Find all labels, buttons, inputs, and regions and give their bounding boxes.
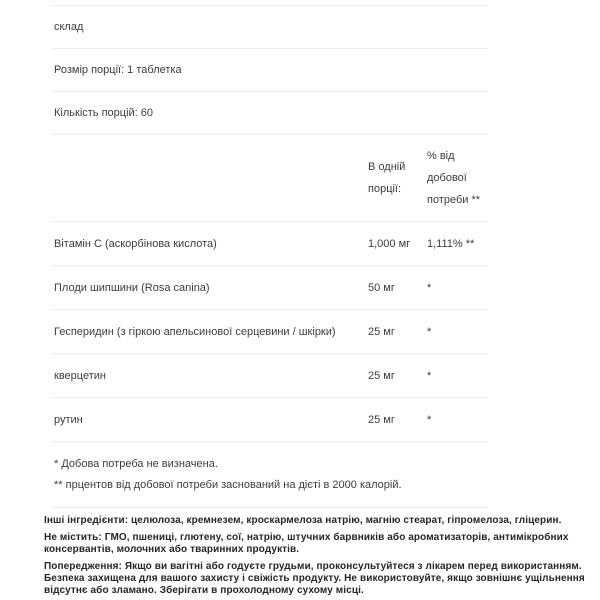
serving-size-text: Розмір порції: 1 таблетка <box>54 64 182 76</box>
ingredient-row <box>52 398 488 442</box>
free-of-text: Не містить: ГМО, пшениці, глютену, сої, натрію, штучних барвників або ароматизаторів, антимікробних консервантів, молочних або тваринних продуктів. <box>44 532 569 555</box>
footnote-percent-basis: ** прцентов від добової потреби заснований на дієті в 2000 калорій. <box>54 479 402 491</box>
additional-info-section <box>44 515 589 597</box>
ingredient-row <box>52 354 488 398</box>
ingredient-dv: * <box>427 369 432 382</box>
ingredient-name: Плоди шипшини (Rosa canina) <box>54 281 210 294</box>
footnotes-section <box>52 442 488 508</box>
header-amount-cell: В одній порції: <box>368 161 406 195</box>
header-dv-cell: % від добової потреби ** <box>427 150 481 206</box>
ingredient-amount: 25 мг <box>368 413 395 426</box>
footnote-daily-value-undefined: * Добова потреба не визначена. <box>54 458 218 470</box>
ingredient-dv: * <box>427 413 432 426</box>
ingredient-dv: 1,111% ** <box>427 237 475 250</box>
ingredient-amount: 25 мг <box>368 325 395 338</box>
ingredient-name: Гесперидин (з гіркою апельсинової серцевини / шкірки) <box>54 325 336 338</box>
servings-count-text: Кількість порцій: 60 <box>54 107 154 119</box>
servings-count-row <box>52 92 488 135</box>
ingredient-name: Вітамін C (аскорбінова кислота) <box>54 237 217 250</box>
ingredient-amount: 25 мг <box>368 369 395 382</box>
section-title-row <box>52 6 488 49</box>
other-ingredients-text: Інші інгредієнти: целюлоза, кремнезем, кроскармелоза натрію, магнію стеарат, гіпромелоза, гліцерин. <box>44 515 562 526</box>
ingredient-name: рутин <box>54 413 83 426</box>
supplement-facts-table <box>52 5 488 508</box>
warnings-text: Попередження: Якщо ви вагітні або годуєте грудьми, проконсультуйтеся з лікарем перед використанням. Безпека захищена для вашого захисту і свіжість продукту. Не використовуйте, якщо зовнішнє ущільнення відсутнє або зламано. Зберігати в прохолодному сухому місці. <box>44 561 585 596</box>
ingredient-amount: 1,000 мг <box>368 237 411 250</box>
section-title: склад <box>54 21 84 33</box>
ingredient-dv: * <box>427 281 432 294</box>
ingredient-row <box>52 266 488 310</box>
serving-size-row <box>52 49 488 92</box>
ingredient-row <box>52 310 488 354</box>
ingredient-dv: * <box>427 325 432 338</box>
ingredient-row <box>52 222 488 266</box>
table-header-row <box>52 135 488 222</box>
ingredient-amount: 50 мг <box>368 281 395 294</box>
supplement-facts-panel <box>0 5 600 600</box>
ingredient-name: кверцетин <box>54 369 106 382</box>
